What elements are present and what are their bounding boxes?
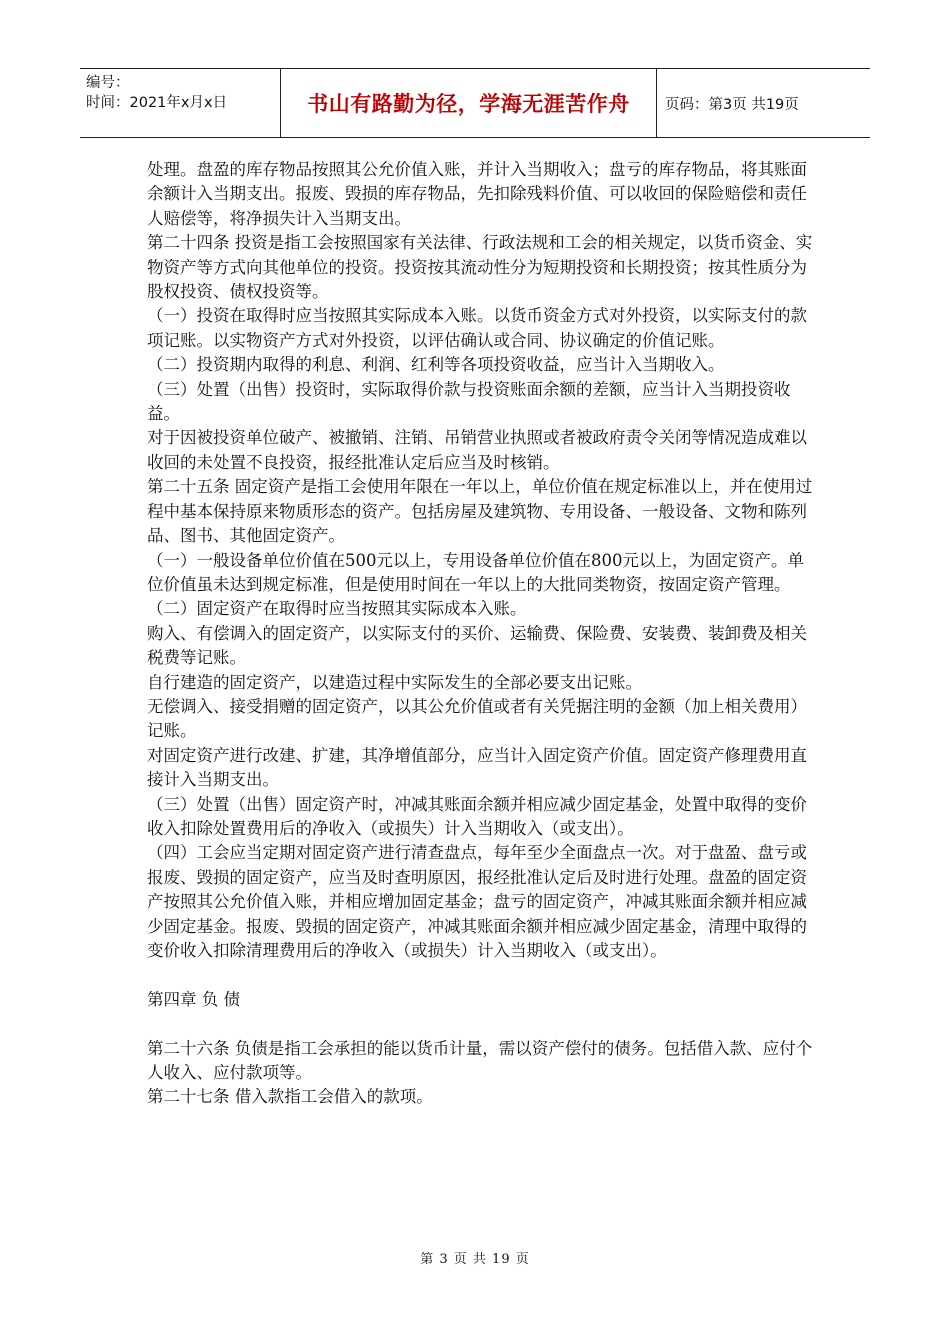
paragraph: 第二十五条 固定资产是指工会使用年限在一年以上，单位价值在规定标准以上，并在使用过程中基本保持原来物质形态的资产。包括房屋及建筑物、专用设备、一般设备、文物和陈列品、图书、其他固定资产。 (147, 477, 813, 546)
paragraph: （二）投资期内取得的利息、利润、红利等各项投资收益，应当计入当期收入。 (147, 355, 725, 375)
paragraph: 自行建造的固定资产，以建造过程中实际发生的全部必要支出记账。 (147, 672, 642, 692)
paragraph: （一）一般设备单位价值在500元以上，专用设备单位价值在800元以上，为固定资产。单位价值虽未达到规定标准，但是使用时间在一年以上的大批同类物资，按固定资产管理。 (147, 550, 804, 594)
header-motto: 书山有路勤为径，学海无涯苦作舟 (307, 92, 630, 116)
paragraph: 第二十七条 借入款指工会借入的款项。 (147, 1087, 433, 1107)
paragraph: （一）投资在取得时应当按照其实际成本入账。以货币资金方式对外投资，以实际支付的款项记账。以实物资产方式对外投资，以评估确认或合同、协议确定的价值记账。 (147, 306, 807, 350)
paragraph: （三）处置（出售）固定资产时，冲减其账面余额并相应减少固定基金，处置中取得的变价收入扣除处置费用后的净收入（或损失）计入当期收入（或支出）。 (147, 794, 807, 838)
paragraph: 购入、有偿调入的固定资产，以实际支付的买价、运输费、保险费、安装费、装卸费及相关税费等记账。 (147, 623, 807, 668)
document-time-label: 时间：2021年x月x日 (86, 95, 228, 111)
header-meta (80, 69, 281, 137)
paragraph: 对于因被投资单位破产、被撤销、注销、吊销营业执照或者被政府责令关闭等情况造成难以收回的未处置不良投资，报经批准认定后应当及时核销。 (147, 428, 807, 472)
paragraph: 对固定资产进行改建、扩建，其净增值部分，应当计入固定资产价值。固定资产修理费用直接计入当期支出。 (147, 745, 807, 790)
paragraph: 无偿调入、接受捐赠的固定资产，以其公允价值或者有关凭据注明的金额（加上相关费用）记账。 (147, 696, 807, 741)
document-number-label: 编号： (86, 75, 130, 91)
paragraph: 第二十四条 投资是指工会按照国家有关法律、行政法规和工会的相关规定，以货币资金、实物资产等方式向其他单位的投资。投资按其流动性分为短期投资和长期投资；按其性质分为股权投资、债权投资等。 (147, 233, 813, 302)
paragraph: （二）固定资产在取得时应当按照其实际成本入账。 (147, 599, 527, 619)
header-page-info: 页码：第3页 共19页 (665, 96, 799, 113)
paragraph: 第二十六条 负债是指工会承担的能以货币计量，需以资产偿付的债务。包括借入款、应付个人收入、应付款项等。 (147, 1038, 813, 1082)
header-page-info-cell (657, 69, 870, 137)
paragraph: （四）工会应当定期对固定资产进行清查盘点，每年至少全面盘点一次。对于盘盈、盘亏或报废、毁损的固定资产，应当及时查明原因，报经批准认定后及时进行处理。盘盈的固定资产按照其公允价值入账，并相应增加固定基金；盘亏的固定资产，冲减其账面余额并相应减少固定基金。报废、毁损的固定资产，冲减其账面余额并相应减少固定基金，清理中取得的变价收入扣除清理费用后的净收入（或损失）计入当期收入（或支出）。 (147, 843, 807, 960)
header-motto-cell (281, 69, 657, 137)
paragraph: （三）处置（出售）投资时，实际取得价款与投资账面余额的差额，应当计入当期投资收益。 (147, 379, 791, 424)
page-footer: 第 3 页 共 19 页 (420, 1252, 530, 1267)
document-body (147, 158, 817, 1110)
spacer (147, 1012, 817, 1036)
page-header (80, 68, 870, 138)
chapter-heading: 第四章 负 债 (147, 989, 240, 1009)
spacer (147, 963, 817, 987)
paragraph: 处理。盘盈的库存物品按照其公允价值入账，并计入当期收入；盘亏的库存物品，将其账面余额计入当期支出。报废、毁损的库存物品，先扣除残料价值、可以收回的保险赔偿和责任人赔偿等，将净损失计入当期支出。 (147, 160, 807, 228)
